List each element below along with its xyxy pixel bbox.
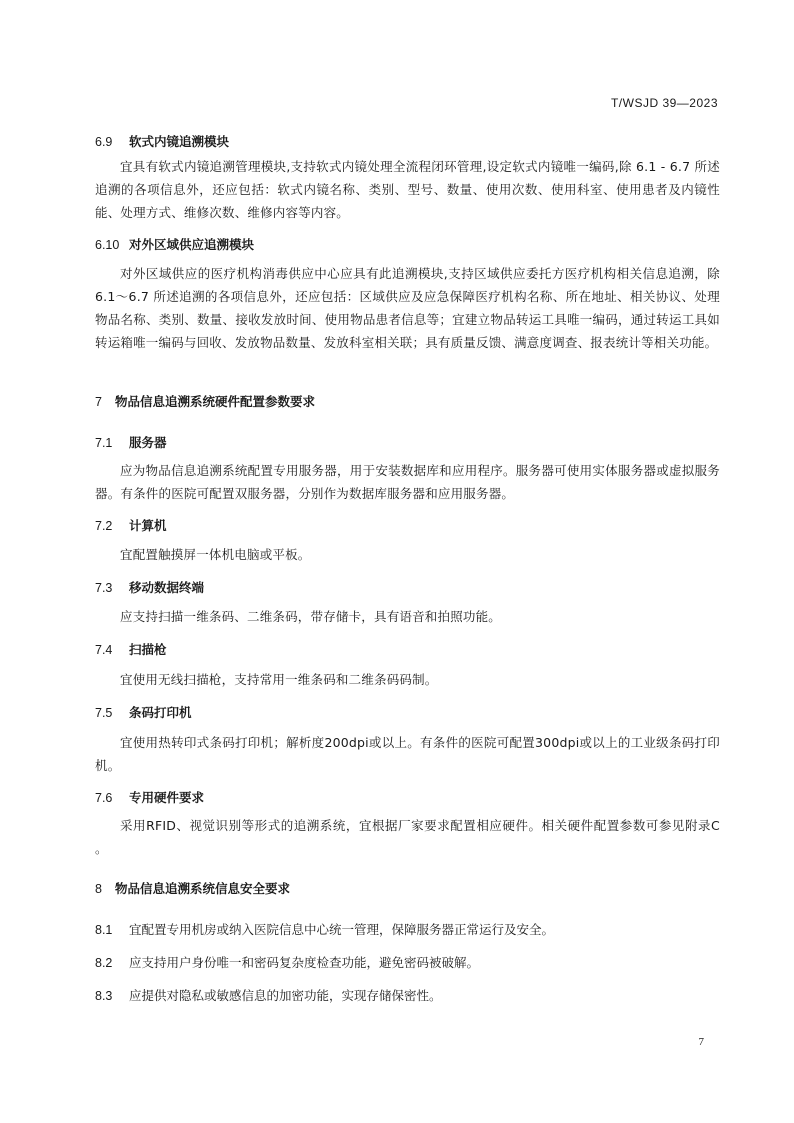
section-title: 计算机 bbox=[129, 518, 167, 533]
paragraph-6-10: 对外区域供应的医疗机构消毒供应中心应具有此追溯模块,支持区域供应委托方医疗机构相关信息追溯，除 6.1～6.7 所述追溯的各项信息外，还应包括：区域供应及应急保障医疗机构名称、所在地址、相关协议、处理物品名称、类别、数量、接收发放时间、使用物品患者信息等；宜建立物品转运工具唯一编码，通过转运工具如转运箱唯一编码与回收、发放物品数量、发放科室相关联；具有质量反馈、满意度调查、报表统计等相关功能。 bbox=[95, 266, 720, 350]
clause-text: 应提供对隐私或敏感信息的加密功能，实现存储保密性。 bbox=[129, 988, 442, 1003]
heading-8 bbox=[95, 879, 290, 897]
section-title: 服务器 bbox=[129, 435, 167, 450]
section-number: 7.6 bbox=[95, 791, 113, 805]
chapter-title: 物品信息追溯系统硬件配置参数要求 bbox=[115, 394, 316, 409]
paragraph-7-6: 采用RFID、视觉识别等形式的追溯系统，宜根据厂家要求配置相应硬件。相关硬件配置参数可参见附录C 。 bbox=[95, 818, 720, 856]
heading-7-2 bbox=[95, 516, 167, 534]
section-number: 6.10 bbox=[95, 238, 120, 252]
heading-7 bbox=[95, 392, 315, 410]
paragraph-7-2: 宜配置触摸屏一体机电脑或平板。 bbox=[120, 547, 311, 562]
clause-text: 应支持用户身份唯一和密码复杂度检查功能，避免密码被破解。 bbox=[129, 955, 480, 970]
clause-number: 8.2 bbox=[95, 956, 113, 970]
heading-6-10 bbox=[95, 235, 254, 253]
chapter-title: 物品信息追溯系统信息安全要求 bbox=[115, 881, 291, 896]
paragraph-7-5: 宜使用热转印式条码打印机；解析度200dpi或以上。有条件的医院可配置300dpi或以上的工业级条码打印机。 bbox=[95, 735, 720, 773]
chapter-number: 7 bbox=[95, 395, 102, 409]
heading-7-6 bbox=[95, 788, 204, 806]
section-title: 对外区域供应追溯模块 bbox=[129, 237, 255, 252]
clause-number: 8.3 bbox=[95, 989, 113, 1003]
section-number: 6.9 bbox=[95, 135, 113, 149]
section-number: 7.1 bbox=[95, 436, 113, 450]
document-code: T/WSJD 39—2023 bbox=[610, 96, 718, 110]
section-title: 移动数据终端 bbox=[129, 580, 205, 595]
section-number: 7.2 bbox=[95, 519, 113, 533]
section-title: 专用硬件要求 bbox=[129, 790, 205, 805]
section-title: 条码打印机 bbox=[129, 705, 192, 720]
clause-text: 宜配置专用机房或纳入医院信息中心统一管理，保障服务器正常运行及安全。 bbox=[129, 922, 555, 937]
paragraph-7-1: 应为物品信息追溯系统配置专用服务器，用于安装数据库和应用程序。服务器可使用实体服务器或虚拟服务器。有条件的医院可配置双服务器，分别作为数据库服务器和应用服务器。 bbox=[95, 463, 720, 501]
section-title: 软式内镜追溯模块 bbox=[129, 134, 230, 149]
heading-6-9 bbox=[95, 132, 229, 150]
chapter-number: 8 bbox=[95, 882, 102, 896]
clause-8-3 bbox=[95, 986, 442, 1004]
page-number: 7 bbox=[698, 1036, 704, 1048]
heading-7-4 bbox=[95, 640, 167, 658]
paragraph-7-3: 应支持扫描一维条码、二维条码，带存储卡，具有语音和拍照功能。 bbox=[120, 609, 502, 624]
paragraph-7-4: 宜使用无线扫描枪，支持常用一维条码和二维条码码制。 bbox=[120, 672, 438, 687]
paragraph-6-9: 宜具有软式内镜追溯管理模块,支持软式内镜处理全流程闭环管理,设定软式内镜唯一编码,除 6.1 - 6.7 所述追溯的各项信息外，还应包括：软式内镜名称、类别、型号、数量、使用次数、使用科室、使用患者及内镜性能、处理方式、维修次数、维修内容等内容。 bbox=[95, 159, 720, 220]
section-title: 扫描枪 bbox=[129, 642, 167, 657]
heading-7-3 bbox=[95, 578, 204, 596]
section-number: 7.3 bbox=[95, 581, 113, 595]
heading-7-1 bbox=[95, 433, 167, 451]
section-number: 7.5 bbox=[95, 706, 113, 720]
heading-7-5 bbox=[95, 703, 192, 721]
clause-8-1 bbox=[95, 920, 554, 938]
clause-number: 8.1 bbox=[95, 923, 113, 937]
section-number: 7.4 bbox=[95, 643, 113, 657]
clause-8-2 bbox=[95, 953, 479, 971]
